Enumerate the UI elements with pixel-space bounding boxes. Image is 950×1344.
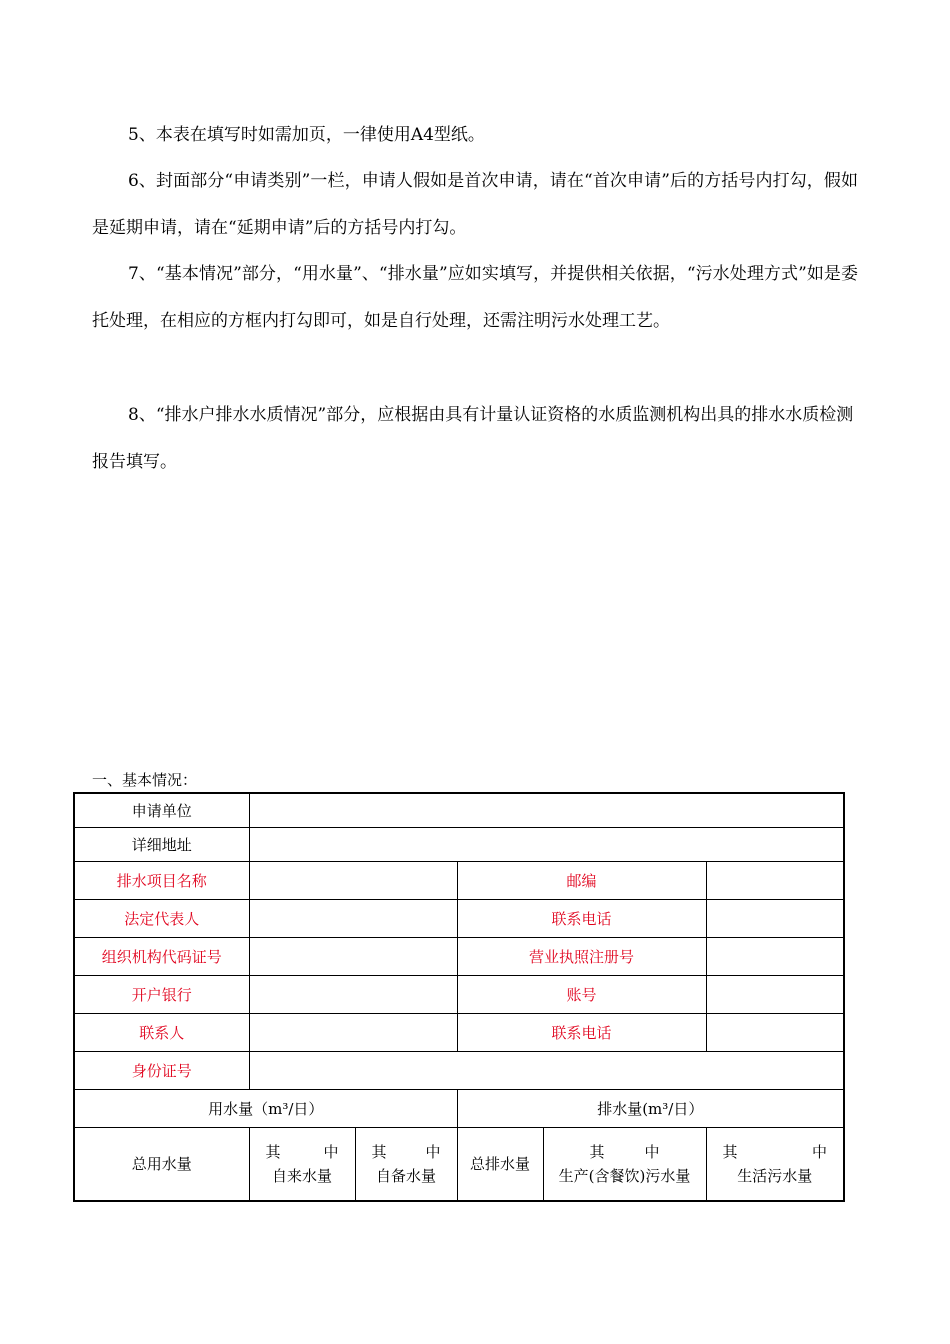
contact-phone-1-field[interactable]	[706, 900, 844, 938]
qi-label: 其	[722, 1143, 738, 1161]
row-legal-rep	[74, 900, 844, 938]
row-volume-details	[74, 1128, 844, 1202]
label-domestic-sewage: 生活污水量	[737, 1167, 813, 1185]
bank-field[interactable]	[249, 976, 457, 1014]
account-field[interactable]	[706, 976, 844, 1014]
zhong-label: 中	[812, 1143, 828, 1161]
project-name-field[interactable]	[249, 862, 457, 900]
qizhong-tap	[254, 1140, 351, 1164]
cell-domestic-sewage	[706, 1128, 844, 1202]
qizhong-self	[360, 1140, 453, 1164]
qi-label: 其	[589, 1143, 605, 1161]
zhong-label: 中	[644, 1143, 660, 1161]
cell-self-water	[355, 1128, 457, 1202]
note-6: 6、封面部分“申请类别”一栏，申请人假如是首次申请，请在“首次申请”后的方括号内打勾，假如是延期申请，请在“延期申请”后的方括号内打勾。	[92, 171, 858, 238]
row-volume-headers	[74, 1090, 844, 1128]
cell-production-sewage	[543, 1128, 706, 1202]
row-applicant-unit	[74, 793, 844, 828]
label-legal-rep: 法定代表人	[74, 900, 249, 938]
detailed-address-field[interactable]	[249, 828, 844, 862]
row-bank	[74, 976, 844, 1014]
label-contact-phone-2: 联系电话	[457, 1014, 706, 1052]
contact-phone-2-field[interactable]	[706, 1014, 844, 1052]
drainage-header: 排水量(m³/日）	[457, 1090, 844, 1128]
label-bank: 开户银行	[74, 976, 249, 1014]
qi-label: 其	[371, 1143, 387, 1161]
section-title: 一、基本情况：	[92, 771, 198, 789]
label-total-drainage: 总排水量	[457, 1128, 543, 1202]
row-id-number	[74, 1052, 844, 1090]
label-contact-person: 联系人	[74, 1014, 249, 1052]
zhong-label: 中	[323, 1143, 339, 1161]
label-total-water-use: 总用水量	[74, 1128, 249, 1202]
water-use-header: 用水量（m³/日）	[74, 1090, 457, 1128]
label-applicant-unit: 申请单位	[74, 793, 249, 828]
note-7: 7、“基本情况”部分，“用水量”、“排水量”应如实填写，并提供相关依据，“污水处理方式”如是委托处理，在相应的方框内打勾即可，如是自行处理，还需注明污水处理工艺。	[92, 264, 858, 331]
license-no-field[interactable]	[706, 938, 844, 976]
label-license-no: 营业执照注册号	[457, 938, 706, 976]
contact-person-field[interactable]	[249, 1014, 457, 1052]
label-detailed-address: 详细地址	[74, 828, 249, 862]
qi-label: 其	[265, 1143, 281, 1161]
label-org-code: 组织机构代码证号	[74, 938, 249, 976]
label-account: 账号	[457, 976, 706, 1014]
applicant-unit-field[interactable]	[249, 793, 844, 828]
id-number-field[interactable]	[249, 1052, 844, 1090]
org-code-field[interactable]	[249, 938, 457, 976]
legal-rep-field[interactable]	[249, 900, 457, 938]
label-tap-water: 自来水量	[271, 1167, 332, 1185]
note-5: 5、本表在填写时如需加页，一律使用A4型纸。	[128, 125, 485, 145]
row-contact-person	[74, 1014, 844, 1052]
cell-tap-water	[249, 1128, 355, 1202]
basic-info-table	[73, 792, 845, 1202]
qizhong-production	[548, 1140, 702, 1164]
row-project-name	[74, 862, 844, 900]
qizhong-domestic	[711, 1140, 840, 1164]
label-id-number: 身份证号	[74, 1052, 249, 1090]
label-production-sewage: 生产(含餐饮)污水量	[558, 1167, 691, 1185]
row-detailed-address	[74, 828, 844, 862]
zhong-label: 中	[425, 1143, 441, 1161]
postcode-field[interactable]	[706, 862, 844, 900]
row-org-code	[74, 938, 844, 976]
label-contact-phone-1: 联系电话	[457, 900, 706, 938]
label-project-name: 排水项目名称	[74, 862, 249, 900]
note-8: 8、“排水户排水水质情况”部分，应根据由具有计量认证资格的水质监测机构出具的排水水质检测报告填写。	[92, 405, 854, 472]
label-self-water: 自备水量	[375, 1167, 436, 1185]
label-postcode: 邮编	[457, 862, 706, 900]
